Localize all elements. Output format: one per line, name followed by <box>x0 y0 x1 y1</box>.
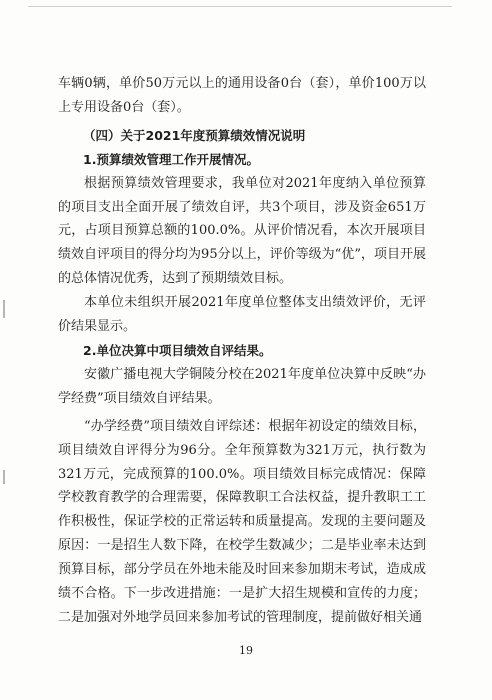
binding-mark <box>3 300 5 318</box>
document-body <box>58 72 426 630</box>
paragraph-project-reflect: 安徽广播电视大学铜陵分校在2021年度单位决算中反映“办学经费”项目绩效自评结果。 <box>58 366 426 406</box>
paragraph-self-evaluation: 根据预算绩效管理要求，我单位对2021年度纳入单位预算的项目支出全面开展了绩效自评，共3个项目，涉及资金651万元，占项目预算总额的100.0%。从评价情况看，本次开展项目绩效自评项目的得分均为95分以上，评价等级为“优”，项目开展的总体情况优秀，达到了预期绩效目标。 <box>58 175 426 287</box>
binding-mark <box>3 470 5 484</box>
scan-edge <box>28 0 452 7</box>
paragraph-equipment: 车辆0辆，单价50万元以上的通用设备0台（套），单价100万以上专用设备0台（套）。 <box>58 76 426 115</box>
paragraph-project-summary: “办学经费”项目绩效自评综述：根据年初设定的绩效目标，项目绩效自评得分为96分。全年预算数为321万元，执行数为321万元，完成预算的100.0%。项目绩效目标完成情况：保障学校教育教学的合理需要，保障教职工合法权益，提升教职工工作积极性，保证学校的正常运转和质量提高。发现的主要问题及原因：一是招生人数下降，在校学生数减少；二是毕业率未达到预算目标，部分学员在外地未能及时回来参加期末考试，造成成绩不合格。下一步改进措施：一是扩大招生规模和宣传的力度；二是加强对外地学员回来参加考试的管理制度，提前做好相关通 <box>58 418 426 625</box>
paragraph-overall-evaluation: 本单位未组织开展2021年度单位整体支出绩效评价，无评价结果显示。 <box>58 295 426 335</box>
subheading-management: 1.预算绩效管理工作开展情况。 <box>83 151 259 167</box>
section-heading-performance: （四）关于2021年度预算绩效情况说明 <box>83 127 306 143</box>
subheading-project-results: 2.单位决算中项目绩效自评结果。 <box>83 342 272 358</box>
page-number: 19 <box>239 644 253 657</box>
